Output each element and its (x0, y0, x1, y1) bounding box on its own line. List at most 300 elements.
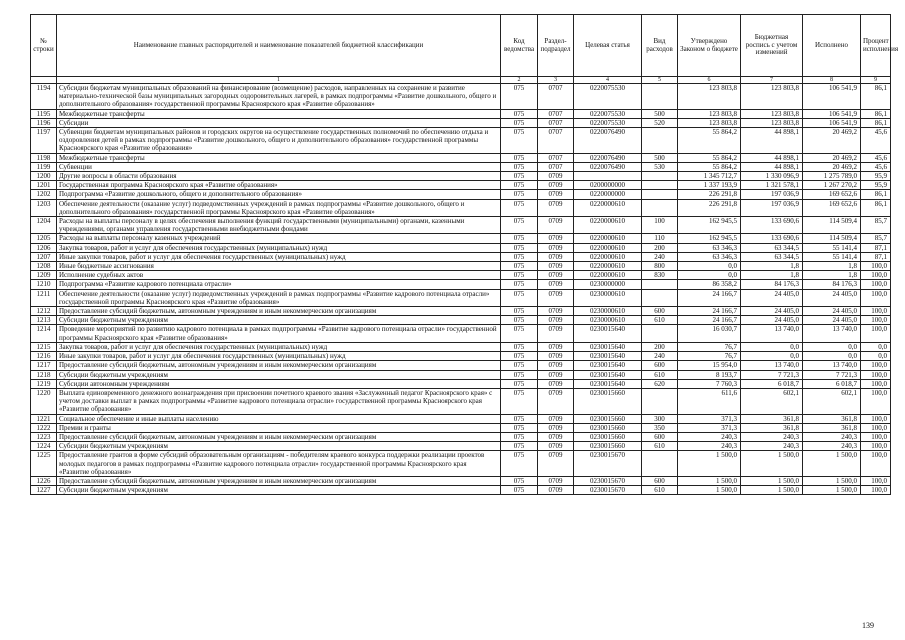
table-row (31, 476, 891, 485)
row-number-cell: 1194 (31, 84, 57, 110)
expense-type-cell (642, 280, 678, 289)
approved-amount-cell: 76,7 (678, 342, 741, 351)
schedule-amount-cell: 13 740,0 (741, 325, 803, 342)
approved-amount-cell: 162 945,5 (678, 217, 741, 234)
expense-type-cell: 500 (642, 109, 678, 118)
row-number-cell: 1203 (31, 199, 57, 216)
executed-amount-cell: 1 267 270,2 (803, 181, 861, 190)
schedule-amount-cell: 1,8 (741, 271, 803, 280)
table-header-row (31, 15, 891, 77)
table-row (31, 128, 891, 154)
target-article-cell: 0220075530 (574, 118, 642, 127)
column-number-row (31, 77, 891, 84)
target-article-cell: 0230015640 (574, 361, 642, 370)
table-row (31, 361, 891, 370)
section-cell: 0709 (538, 190, 574, 199)
section-cell: 0709 (538, 243, 574, 252)
row-number-cell: 1196 (31, 118, 57, 127)
schedule-amount-cell: 602,1 (741, 388, 803, 414)
percent-cell: 45,6 (861, 153, 891, 162)
section-cell: 0707 (538, 153, 574, 162)
approved-amount-cell: 123 803,8 (678, 109, 741, 118)
section-cell: 0709 (538, 262, 574, 271)
column-number: 6 (678, 77, 741, 84)
department-code-cell: 075 (501, 342, 538, 351)
approved-amount-cell: 86 358,2 (678, 280, 741, 289)
schedule-amount-cell: 63 344,5 (741, 252, 803, 261)
schedule-amount-cell: 133 690,6 (741, 234, 803, 243)
target-article-cell: 0220000610 (574, 243, 642, 252)
percent-cell: 87,1 (861, 252, 891, 261)
schedule-amount-cell: 1 500,0 (741, 486, 803, 495)
executed-amount-cell: 114 509,4 (803, 217, 861, 234)
expense-type-cell: 530 (642, 162, 678, 171)
section-cell: 0709 (538, 280, 574, 289)
table-row (31, 118, 891, 127)
row-name-cell: Предоставление грантов в форме субсидий образовательным организациям - победителям краевого конкурса поддержки реализации проектов молодых педагогов в рамках подпрограммы «Развитие кадрового потенциала отрасли» государственной программы Красноярского края «Развитие образования» (57, 451, 501, 477)
executed-amount-cell: 84 176,3 (803, 280, 861, 289)
schedule-amount-cell: 123 803,8 (741, 118, 803, 127)
row-name-cell: Предоставление субсидий бюджетным, автономным учреждениям и иным некоммерческим организациям (57, 361, 501, 370)
executed-amount-cell: 169 652,6 (803, 190, 861, 199)
section-cell: 0709 (538, 414, 574, 423)
department-code-cell: 075 (501, 307, 538, 316)
column-number: 3 (538, 77, 574, 84)
section-cell: 0707 (538, 118, 574, 127)
expense-type-cell: 600 (642, 476, 678, 485)
approved-amount-cell: 1 345 712,7 (678, 172, 741, 181)
section-cell: 0707 (538, 109, 574, 118)
approved-amount-cell: 1 337 193,9 (678, 181, 741, 190)
table-row (31, 379, 891, 388)
target-article-cell: 0220000610 (574, 262, 642, 271)
executed-amount-cell: 361,8 (803, 423, 861, 432)
executed-amount-cell: 20 469,2 (803, 162, 861, 171)
percent-cell: 87,1 (861, 243, 891, 252)
target-article-cell: 0230015660 (574, 442, 642, 451)
row-name-cell: Межбюджетные трансферты (57, 153, 501, 162)
schedule-amount-cell: 123 803,8 (741, 109, 803, 118)
schedule-amount-cell: 123 803,8 (741, 84, 803, 110)
expense-type-cell: 610 (642, 486, 678, 495)
percent-cell: 100,0 (861, 442, 891, 451)
percent-cell: 100,0 (861, 423, 891, 432)
section-cell: 0709 (538, 199, 574, 216)
row-number-cell: 1218 (31, 370, 57, 379)
column-number (31, 77, 57, 84)
approved-amount-cell: 55 864,2 (678, 153, 741, 162)
schedule-amount-cell: 240,3 (741, 432, 803, 441)
executed-amount-cell: 602,1 (803, 388, 861, 414)
row-number-cell: 1223 (31, 432, 57, 441)
row-name-cell: Закупка товаров, работ и услуг для обеспечения государственных (муниципальных) нужд (57, 243, 501, 252)
department-code-cell: 075 (501, 414, 538, 423)
department-code-cell: 075 (501, 271, 538, 280)
percent-cell: 86,1 (861, 190, 891, 199)
schedule-amount-cell: 1 500,0 (741, 451, 803, 477)
expense-type-cell: 800 (642, 262, 678, 271)
executed-amount-cell: 106 541,9 (803, 84, 861, 110)
percent-cell: 86,1 (861, 118, 891, 127)
department-code-cell: 075 (501, 370, 538, 379)
table-row (31, 307, 891, 316)
expense-type-cell: 350 (642, 423, 678, 432)
department-code-cell: 075 (501, 190, 538, 199)
row-name-cell: Субсидии автономным учреждениям (57, 379, 501, 388)
row-number-cell: 1201 (31, 181, 57, 190)
percent-cell: 86,1 (861, 199, 891, 216)
section-cell: 0709 (538, 370, 574, 379)
target-article-cell: 0230000610 (574, 289, 642, 306)
department-code-cell: 075 (501, 451, 538, 477)
executed-amount-cell: 20 469,2 (803, 128, 861, 154)
section-cell: 0709 (538, 352, 574, 361)
approved-amount-cell: 371,3 (678, 414, 741, 423)
expense-type-cell: 240 (642, 252, 678, 261)
target-article-cell: 0220000610 (574, 234, 642, 243)
schedule-amount-cell: 1,8 (741, 262, 803, 271)
schedule-amount-cell: 197 036,9 (741, 199, 803, 216)
row-number-cell: 1211 (31, 289, 57, 306)
row-number-cell: 1200 (31, 172, 57, 181)
approved-amount-cell: 0,0 (678, 262, 741, 271)
approved-amount-cell: 55 864,2 (678, 128, 741, 154)
schedule-amount-cell: 13 740,0 (741, 361, 803, 370)
expense-type-cell (642, 451, 678, 477)
row-name-cell: Субсидии бюджетным учреждениям (57, 316, 501, 325)
table-row (31, 234, 891, 243)
schedule-amount-cell: 133 690,6 (741, 217, 803, 234)
department-code-cell: 075 (501, 289, 538, 306)
table-row (31, 280, 891, 289)
row-number-cell: 1198 (31, 153, 57, 162)
header-percent: Процент исполнения (861, 15, 891, 77)
target-article-cell: 0220000610 (574, 271, 642, 280)
row-name-cell: Расходы на выплаты персоналу в целях обеспечения выполнения функций государственными (муниципальными) органами, казенными учреждениями, органами управления государственными внебюджетными фондами (57, 217, 501, 234)
executed-amount-cell: 169 652,6 (803, 199, 861, 216)
row-number-cell: 1199 (31, 162, 57, 171)
percent-cell: 100,0 (861, 388, 891, 414)
approved-amount-cell: 240,3 (678, 442, 741, 451)
percent-cell: 85,7 (861, 217, 891, 234)
table-row (31, 451, 891, 477)
expense-type-cell: 600 (642, 307, 678, 316)
expense-type-cell: 100 (642, 217, 678, 234)
executed-amount-cell: 1 500,0 (803, 486, 861, 495)
department-code-cell: 075 (501, 243, 538, 252)
department-code-cell: 075 (501, 423, 538, 432)
target-article-cell: 0230015640 (574, 342, 642, 351)
row-number-cell: 1213 (31, 316, 57, 325)
section-cell: 0707 (538, 162, 574, 171)
schedule-amount-cell: 24 405,0 (741, 307, 803, 316)
section-cell: 0709 (538, 442, 574, 451)
table-row (31, 388, 891, 414)
schedule-amount-cell: 1 500,0 (741, 476, 803, 485)
department-code-cell: 075 (501, 316, 538, 325)
schedule-amount-cell: 0,0 (741, 342, 803, 351)
department-code-cell: 075 (501, 262, 538, 271)
approved-amount-cell: 226 291,8 (678, 190, 741, 199)
column-number: 1 (57, 77, 501, 84)
section-cell: 0707 (538, 84, 574, 110)
schedule-amount-cell: 361,8 (741, 423, 803, 432)
row-name-cell: Премии и гранты (57, 423, 501, 432)
row-number-cell: 1208 (31, 262, 57, 271)
table-row (31, 414, 891, 423)
schedule-amount-cell: 197 036,9 (741, 190, 803, 199)
department-code-cell: 075 (501, 388, 538, 414)
target-article-cell: 0230015670 (574, 476, 642, 485)
department-code-cell: 075 (501, 84, 538, 110)
department-code-cell: 075 (501, 118, 538, 127)
row-number-cell: 1202 (31, 190, 57, 199)
row-number-cell: 1217 (31, 361, 57, 370)
approved-amount-cell: 226 291,8 (678, 199, 741, 216)
target-article-cell: 0230015640 (574, 370, 642, 379)
column-number: 9 (861, 77, 891, 84)
department-code-cell: 075 (501, 128, 538, 154)
target-article-cell: 0230015640 (574, 325, 642, 342)
percent-cell: 100,0 (861, 280, 891, 289)
department-code-cell: 075 (501, 476, 538, 485)
department-code-cell: 075 (501, 442, 538, 451)
table-row (31, 423, 891, 432)
section-cell: 0709 (538, 432, 574, 441)
expense-type-cell: 240 (642, 352, 678, 361)
expense-type-cell: 830 (642, 271, 678, 280)
schedule-amount-cell: 240,3 (741, 442, 803, 451)
approved-amount-cell: 123 803,8 (678, 84, 741, 110)
budget-report-sheet (30, 14, 899, 495)
executed-amount-cell: 106 541,9 (803, 118, 861, 127)
schedule-amount-cell: 24 405,0 (741, 289, 803, 306)
row-name-cell: Выплата единовременного денежного вознаграждения при присвоении почетного краевого звания «Заслуженный педагог Красноярского края» с учетом доставки выплат в рамках подпрограммы «Развитие кадрового потенциала отрасли» государственной программы Красноярского края «Развитие образования» (57, 388, 501, 414)
approved-amount-cell: 55 864,2 (678, 162, 741, 171)
department-code-cell: 075 (501, 199, 538, 216)
expense-type-cell (642, 325, 678, 342)
percent-cell: 95,9 (861, 181, 891, 190)
row-name-cell: Обеспечение деятельности (оказание услуг) подведомственных учреждений в рамках подпрограммы «Развитие кадрового потенциала отрасли» государственной программы Красноярского края «Развитие образования» (57, 289, 501, 306)
expense-type-cell: 610 (642, 442, 678, 451)
table-row (31, 262, 891, 271)
target-article-cell: 0220000610 (574, 252, 642, 261)
row-number-cell: 1221 (31, 414, 57, 423)
row-number-cell: 1224 (31, 442, 57, 451)
row-name-cell: Субсидии бюджетным учреждениям (57, 370, 501, 379)
department-code-cell: 075 (501, 181, 538, 190)
row-number-cell: 1219 (31, 379, 57, 388)
expense-type-cell (642, 190, 678, 199)
percent-cell: 85,7 (861, 234, 891, 243)
table-row (31, 289, 891, 306)
section-cell: 0709 (538, 217, 574, 234)
percent-cell: 100,0 (861, 379, 891, 388)
executed-amount-cell: 1 275 789,0 (803, 172, 861, 181)
approved-amount-cell: 24 166,7 (678, 316, 741, 325)
row-name-cell: Субсидии (57, 118, 501, 127)
department-code-cell: 075 (501, 234, 538, 243)
expense-type-cell (642, 199, 678, 216)
table-body (31, 84, 891, 495)
table-row (31, 370, 891, 379)
approved-amount-cell: 1 500,0 (678, 486, 741, 495)
percent-cell: 100,0 (861, 476, 891, 485)
approved-amount-cell: 611,6 (678, 388, 741, 414)
section-cell: 0709 (538, 181, 574, 190)
section-cell: 0709 (538, 307, 574, 316)
executed-amount-cell: 0,0 (803, 352, 861, 361)
header-budget-schedule: Бюджетная роспись с учетом изменений (741, 15, 803, 77)
section-cell: 0709 (538, 316, 574, 325)
header-row-number: № строки (31, 15, 57, 77)
percent-cell: 45,6 (861, 128, 891, 154)
executed-amount-cell: 1,8 (803, 271, 861, 280)
row-name-cell: Межбюджетные трансферты (57, 109, 501, 118)
row-name-cell: Исполнение судебных актов (57, 271, 501, 280)
row-name-cell: Субсидии бюджетам муниципальных образований на финансирование (возмещение) расходов, направленных на сохранение и развитие материально-технической базы муниципальных загородных оздоровительных лагерей, в рамках подпрограммы «Развитие дошкольного, общего и дополнительного образования» государственной программы Красноярского края «Развитие образования» (57, 84, 501, 110)
table-row (31, 109, 891, 118)
percent-cell: 100,0 (861, 451, 891, 477)
section-cell: 0709 (538, 271, 574, 280)
section-cell: 0709 (538, 486, 574, 495)
section-cell: 0709 (538, 172, 574, 181)
row-name-cell: Предоставление субсидий бюджетным, автономным учреждениям и иным некоммерческим организациям (57, 432, 501, 441)
schedule-amount-cell: 6 018,7 (741, 379, 803, 388)
row-number-cell: 1215 (31, 342, 57, 351)
row-number-cell: 1206 (31, 243, 57, 252)
department-code-cell: 075 (501, 325, 538, 342)
department-code-cell: 075 (501, 162, 538, 171)
table-row (31, 271, 891, 280)
row-name-cell: Субсидии бюджетным учреждениям (57, 442, 501, 451)
row-name-cell: Закупка товаров, работ и услуг для обеспечения государственных (муниципальных) нужд (57, 342, 501, 351)
budget-table (30, 14, 899, 495)
header-name: Наименование главных распорядителей и наименование показателей бюджетной классификации (57, 15, 501, 77)
approved-amount-cell: 240,3 (678, 432, 741, 441)
percent-cell: 100,0 (861, 486, 891, 495)
row-number-cell: 1212 (31, 307, 57, 316)
schedule-amount-cell: 7 721,3 (741, 370, 803, 379)
percent-cell: 100,0 (861, 432, 891, 441)
table-row (31, 181, 891, 190)
executed-amount-cell: 361,8 (803, 414, 861, 423)
schedule-amount-cell: 1 321 578,1 (741, 181, 803, 190)
row-name-cell: Подпрограмма «Развитие дошкольного, общего и дополнительного образования» (57, 190, 501, 199)
row-number-cell: 1207 (31, 252, 57, 261)
percent-cell: 100,0 (861, 414, 891, 423)
expense-type-cell (642, 289, 678, 306)
executed-amount-cell: 13 740,0 (803, 325, 861, 342)
target-article-cell: 0220000610 (574, 217, 642, 234)
executed-amount-cell: 240,3 (803, 432, 861, 441)
schedule-amount-cell: 1 330 096,9 (741, 172, 803, 181)
table-row (31, 432, 891, 441)
expense-type-cell (642, 172, 678, 181)
executed-amount-cell: 20 469,2 (803, 153, 861, 162)
executed-amount-cell: 114 509,4 (803, 234, 861, 243)
approved-amount-cell: 371,3 (678, 423, 741, 432)
department-code-cell: 075 (501, 153, 538, 162)
percent-cell: 45,6 (861, 162, 891, 171)
row-name-cell: Иные закупки товаров, работ и услуг для обеспечения государственных (муниципальных) нужд (57, 352, 501, 361)
approved-amount-cell: 63 346,3 (678, 252, 741, 261)
row-name-cell: Расходы на выплаты персоналу казенных учреждений (57, 234, 501, 243)
row-name-cell: Иные бюджетные ассигнования (57, 262, 501, 271)
expense-type-cell (642, 128, 678, 154)
expense-type-cell: 200 (642, 342, 678, 351)
row-number-cell: 1195 (31, 109, 57, 118)
percent-cell: 100,0 (861, 262, 891, 271)
table-row (31, 442, 891, 451)
section-cell: 0709 (538, 423, 574, 432)
column-number: 8 (803, 77, 861, 84)
percent-cell: 100,0 (861, 307, 891, 316)
row-name-cell: Государственная программа Красноярского края «Развитие образования» (57, 181, 501, 190)
approved-amount-cell: 1 500,0 (678, 451, 741, 477)
percent-cell: 100,0 (861, 370, 891, 379)
row-number-cell: 1204 (31, 217, 57, 234)
row-number-cell: 1197 (31, 128, 57, 154)
percent-cell: 95,9 (861, 172, 891, 181)
column-number: 7 (741, 77, 803, 84)
table-row (31, 172, 891, 181)
table-row (31, 316, 891, 325)
executed-amount-cell: 13 740,0 (803, 361, 861, 370)
target-article-cell: 0230000610 (574, 307, 642, 316)
row-name-cell: Обеспечение деятельности (оказание услуг) подведомственных учреждений в рамках подпрограммы «Развитие дошкольного, общего и дополнительного образования» государственной программы Красноярского края «Развитие образования» (57, 199, 501, 216)
row-number-cell: 1226 (31, 476, 57, 485)
row-number-cell: 1209 (31, 271, 57, 280)
approved-amount-cell: 7 760,3 (678, 379, 741, 388)
percent-cell: 100,0 (861, 289, 891, 306)
header-target-article: Целевая статья (574, 15, 642, 77)
expense-type-cell: 600 (642, 432, 678, 441)
expense-type-cell: 200 (642, 243, 678, 252)
approved-amount-cell: 24 166,7 (678, 289, 741, 306)
approved-amount-cell: 76,7 (678, 352, 741, 361)
approved-amount-cell: 16 030,7 (678, 325, 741, 342)
target-article-cell: 0230015670 (574, 451, 642, 477)
expense-type-cell (642, 84, 678, 110)
percent-cell: 100,0 (861, 361, 891, 370)
target-article-cell: 0220000000 (574, 190, 642, 199)
row-number-cell: 1222 (31, 423, 57, 432)
approved-amount-cell: 123 803,8 (678, 118, 741, 127)
department-code-cell: 075 (501, 172, 538, 181)
approved-amount-cell: 8 193,7 (678, 370, 741, 379)
schedule-amount-cell: 24 405,0 (741, 316, 803, 325)
row-number-cell: 1205 (31, 234, 57, 243)
row-name-cell: Иные закупки товаров, работ и услуг для обеспечения государственных (муниципальных) нужд (57, 252, 501, 261)
percent-cell: 86,1 (861, 84, 891, 110)
executed-amount-cell: 6 018,7 (803, 379, 861, 388)
table-row (31, 252, 891, 261)
section-cell: 0709 (538, 289, 574, 306)
target-article-cell: 0230015660 (574, 414, 642, 423)
department-code-cell: 075 (501, 252, 538, 261)
target-article-cell: 0230015670 (574, 486, 642, 495)
schedule-amount-cell: 84 176,3 (741, 280, 803, 289)
executed-amount-cell: 240,3 (803, 442, 861, 451)
expense-type-cell: 620 (642, 379, 678, 388)
table-row (31, 486, 891, 495)
header-executed: Исполнено (803, 15, 861, 77)
percent-cell: 0,0 (861, 342, 891, 351)
column-number: 5 (642, 77, 678, 84)
section-cell: 0709 (538, 252, 574, 261)
target-article-cell: 0220000610 (574, 199, 642, 216)
